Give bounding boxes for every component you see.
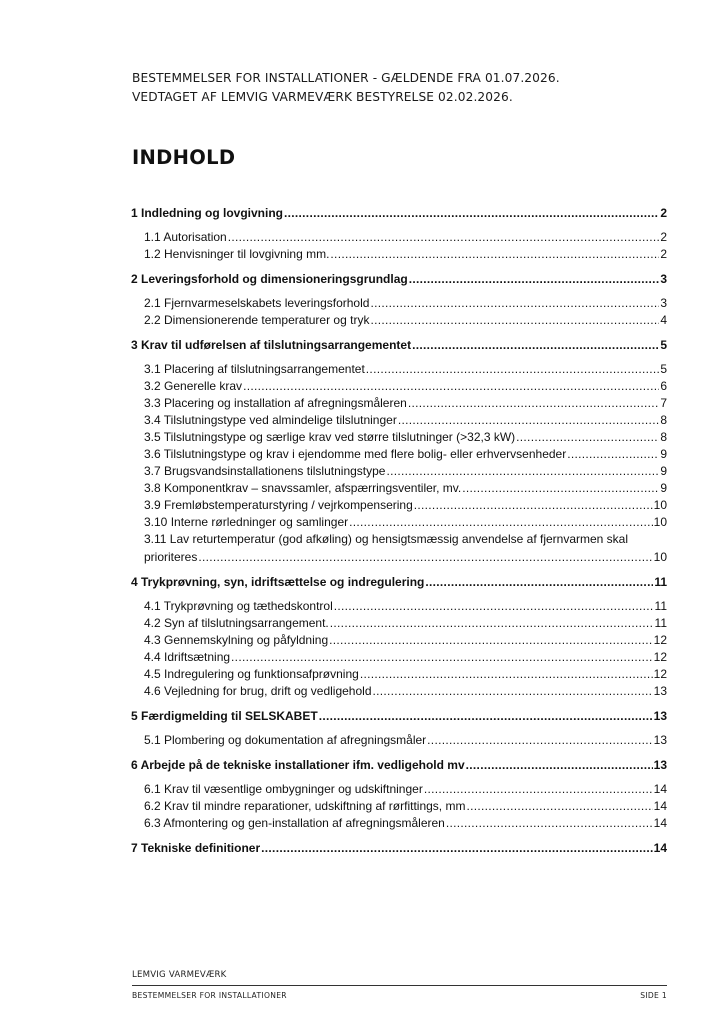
toc-entry-title: 5.1 Plombering og dokumentation af afregningsmåler	[144, 733, 427, 747]
toc-entry-page: 9	[660, 464, 667, 478]
toc-entry-page: 11	[654, 599, 667, 613]
toc-section-3-3[interactable]	[131, 395, 667, 412]
toc-section-3-1[interactable]	[131, 361, 667, 378]
toc-entry-title-continuation: prioriteres	[144, 550, 198, 564]
toc-dot-leader	[228, 229, 660, 246]
toc-dot-leader	[398, 412, 660, 429]
toc-dot-leader	[334, 598, 654, 615]
toc-entry-page: 14	[653, 782, 667, 796]
footer-divider	[132, 985, 667, 986]
toc-dot-leader	[261, 840, 652, 857]
toc-section-3-9[interactable]	[131, 497, 667, 514]
toc-section-6-1[interactable]	[131, 781, 667, 798]
toc-section-4-6[interactable]	[131, 683, 667, 700]
toc-section-1-2[interactable]	[131, 246, 667, 263]
toc-entry-title: 4.5 Indregulering og funktionsafprøvning	[144, 667, 359, 681]
toc-dot-leader	[329, 632, 653, 649]
toc-section-3-4[interactable]	[131, 412, 667, 429]
toc-entry-title: 2 Leveringsforhold og dimensioneringsgrundlag	[131, 272, 408, 286]
toc-section-1[interactable]	[131, 205, 667, 222]
toc-dot-leader	[370, 312, 659, 329]
toc-dot-leader	[462, 480, 659, 497]
toc-dot-leader	[567, 446, 659, 463]
header-line-validity: BESTEMMELSER FOR INSTALLATIONER - GÆLDENDE FRA 01.07.2026.	[132, 71, 560, 85]
toc-dot-leader	[319, 708, 653, 725]
toc-entry-title: 4 Trykprøvning, syn, idriftsættelse og indregulering	[131, 575, 425, 589]
toc-entry-page: 10	[653, 550, 667, 564]
toc-section-2-1[interactable]	[131, 295, 667, 312]
toc-entry-title: 4.3 Gennemskylning og påfyldning	[144, 633, 329, 647]
toc-entry-title: 1.2 Henvisninger til lovgivning mm.	[144, 247, 330, 261]
toc-entry-title: 3.4 Tilslutningstype ved almindelige tilslutninger	[144, 413, 397, 427]
toc-dot-leader	[424, 781, 653, 798]
toc-entry-page: 6	[660, 379, 667, 393]
toc-entry-page: 2	[660, 247, 667, 261]
toc-section-3-7[interactable]	[131, 463, 667, 480]
toc-entry-title: 2.1 Fjernvarmeselskabets leveringsforhold	[144, 296, 370, 310]
toc-dot-leader	[408, 395, 659, 412]
toc-entry-title: 7 Tekniske definitioner	[131, 841, 261, 855]
toc-entry-title: 1 Indledning og lovgivning	[131, 206, 283, 220]
toc-entry-title: 3.6 Tilslutningstype og krav i ejendomme med flere bolig- eller erhvervsenheder	[144, 447, 567, 461]
toc-entry-page: 7	[660, 396, 667, 410]
toc-heading: INDHOLD	[132, 146, 236, 169]
toc-entry-page: 2	[660, 230, 667, 244]
toc-entry-page: 4	[660, 313, 667, 327]
toc-entry-page: 3	[660, 296, 667, 310]
toc-dot-leader	[349, 514, 653, 531]
toc-entry-page: 5	[660, 338, 667, 352]
toc-dot-leader	[360, 666, 653, 683]
toc-dot-leader	[409, 271, 660, 288]
toc-entry-page: 13	[653, 733, 667, 747]
toc-section-3-6[interactable]	[131, 446, 667, 463]
toc-entry-page: 10	[653, 498, 667, 512]
toc-entry-page: 8	[660, 430, 667, 444]
toc-entry-title: 6 Arbejde på de tekniske installationer ifm. vedligehold mv	[131, 758, 465, 772]
toc-entry-title: 3.9 Fremløbstemperaturstyring / vejrkompensering	[144, 498, 413, 512]
toc-entry-title: 1.1 Autorisation	[144, 230, 227, 244]
toc-entry-page: 5	[660, 362, 667, 376]
toc-entry-title: 3 Krav til udførelsen af tilslutningsarrangementet	[131, 338, 412, 352]
toc-entry-title: 3.7 Brugsvandsinstallationens tilslutningstype	[144, 464, 386, 478]
toc-entry-title: 3.11 Lav returtemperatur (god afkøling) og hensigtsmæssig anvendelse af fjernvarmen skal	[144, 532, 629, 546]
document-header	[132, 69, 560, 107]
toc-dot-leader	[198, 549, 652, 566]
toc-entry-page: 13	[653, 709, 667, 723]
toc-entry-page: 3	[660, 272, 667, 286]
toc-section-3-5[interactable]	[131, 429, 667, 446]
toc-dot-leader	[284, 205, 659, 222]
toc-section-6[interactable]	[131, 757, 667, 774]
toc-entry-page: 9	[660, 481, 667, 495]
toc-dot-leader	[427, 732, 652, 749]
toc-dot-leader	[386, 463, 659, 480]
toc-entry-page: 10	[653, 515, 667, 529]
toc-entry-page: 14	[653, 816, 667, 830]
toc-dot-leader	[425, 574, 653, 591]
toc-entry-title: 3.3 Placering og installation af afregningsmåleren	[144, 396, 407, 410]
toc-dot-leader	[466, 798, 652, 815]
toc-entry-page: 13	[653, 684, 667, 698]
toc-dot-leader	[330, 615, 654, 632]
toc-entry-page: 13	[653, 758, 667, 772]
toc-entry-page: 2	[660, 206, 667, 220]
toc-section-4-4[interactable]	[131, 649, 667, 666]
toc-entry-title: 6.2 Krav til mindre reparationer, udskiftning af rørfittings, mm	[144, 799, 466, 813]
toc-entry-page: 8	[660, 413, 667, 427]
toc-dot-leader	[370, 295, 659, 312]
toc-dot-leader	[412, 337, 659, 354]
toc-entry-title: 6.1 Krav til væsentlige ombygninger og udskiftninger	[144, 782, 423, 796]
toc-section-6-3[interactable]	[131, 815, 667, 832]
toc-section-4-1[interactable]	[131, 598, 667, 615]
toc-entry-title: 4.2 Syn af tilslutningsarrangement.	[144, 616, 329, 630]
toc-section-3-2[interactable]	[131, 378, 667, 395]
toc-section-4-3[interactable]	[131, 632, 667, 649]
footer-document-title: BESTEMMELSER FOR INSTALLATIONER	[132, 991, 287, 1000]
toc-entry-title: 6.3 Afmontering og gen-installation af afregningsmåleren	[144, 816, 445, 830]
toc-entry-title: 4.4 Idriftsætning	[144, 650, 231, 664]
toc-dot-leader	[446, 815, 653, 832]
toc-section-4[interactable]	[131, 574, 667, 591]
toc-section-1-1[interactable]	[131, 229, 667, 246]
toc-section-5[interactable]	[131, 708, 667, 725]
toc-entry-title: 4.1 Trykprøvning og tæthedskontrol	[144, 599, 333, 613]
toc-entry-page: 11	[654, 575, 667, 589]
toc-section-4-2[interactable]	[131, 615, 667, 632]
toc-section-3-11-continued[interactable]	[131, 549, 667, 566]
toc-entry-title: 3.1 Placering af tilslutningsarrangementet	[144, 362, 365, 376]
toc-entry-title: 5 Færdigmelding til SELSKABET	[131, 709, 318, 723]
toc-entry-title: 4.6 Vejledning for brug, drift og vedligehold	[144, 684, 372, 698]
toc-entry-page: 14	[653, 841, 667, 855]
toc-dot-leader	[231, 649, 653, 666]
toc-entry-page: 9	[660, 447, 667, 461]
toc-entry-title: 3.10 Interne rørledninger og samlinger	[144, 515, 349, 529]
toc-section-3-11[interactable]	[131, 531, 667, 548]
toc-dot-leader	[243, 378, 659, 395]
toc-entry-title: 3.8 Komponentkrav – snavssamler, afspærringsventiler, mv.	[144, 481, 462, 495]
toc-dot-leader	[373, 683, 653, 700]
toc-dot-leader	[414, 497, 653, 514]
toc-entry-page: 12	[653, 667, 667, 681]
toc-section-3[interactable]	[131, 337, 667, 354]
toc-dot-leader	[366, 361, 660, 378]
toc-section-7[interactable]	[131, 840, 667, 857]
toc-dot-leader	[330, 246, 659, 263]
footer-page-number: SIDE 1	[640, 991, 667, 1000]
toc-dot-leader	[466, 757, 653, 774]
toc-entry-page: 12	[653, 650, 667, 664]
toc-section-2-2[interactable]	[131, 312, 667, 329]
header-line-approval: VEDTAGET AF LEMVIG VARMEVÆRK BESTYRELSE 02.02.2026.	[132, 90, 513, 104]
toc-section-5-1[interactable]	[131, 732, 667, 749]
table-of-contents	[131, 205, 667, 864]
toc-entry-page: 12	[653, 633, 667, 647]
toc-section-3-10[interactable]	[131, 514, 667, 531]
toc-section-2[interactable]	[131, 271, 667, 288]
toc-section-6-2[interactable]	[131, 798, 667, 815]
toc-entry-title: 3.5 Tilslutningstype og særlige krav ved større tilslutninger (>32,3 kW)	[144, 430, 516, 444]
toc-section-4-5[interactable]	[131, 666, 667, 683]
toc-section-3-8[interactable]	[131, 480, 667, 497]
toc-entry-page: 11	[654, 616, 667, 630]
toc-dot-leader	[516, 429, 659, 446]
toc-entry-title: 3.2 Generelle krav	[144, 379, 243, 393]
toc-entry-page: 14	[653, 799, 667, 813]
footer-organization: LEMVIG VARMEVÆRK	[132, 970, 227, 980]
toc-entry-title: 2.2 Dimensionerende temperaturer og tryk	[144, 313, 370, 327]
